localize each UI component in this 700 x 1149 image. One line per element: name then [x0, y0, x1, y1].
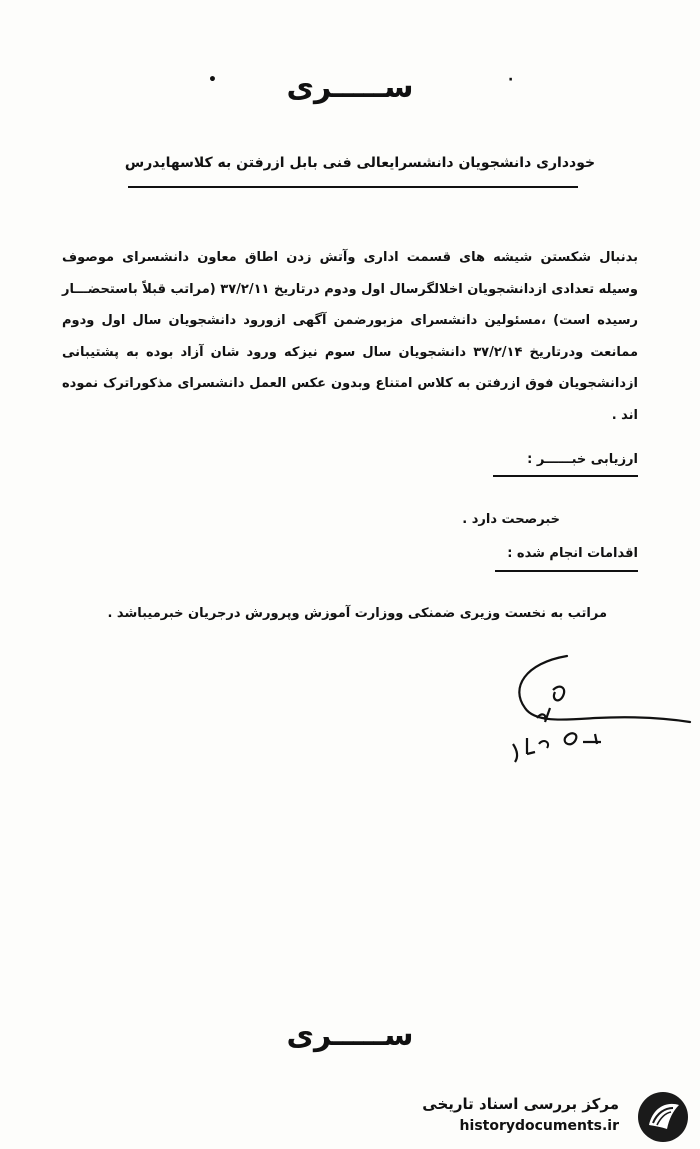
archive-title: مرکز بررسی اسناد تاریخی	[422, 1095, 619, 1113]
subject-underline	[128, 186, 578, 188]
archive-logo-icon	[635, 1089, 691, 1145]
ink-speck: •	[208, 72, 217, 88]
evaluation-heading: ارزیابی خبــــــر :	[527, 452, 638, 467]
archive-url: historydocuments.ir	[459, 1118, 619, 1134]
classification-footer: ســـــری	[286, 1018, 414, 1053]
document-subject: خودداری دانشجویان دانشسرایعالی فنی بابل ازرفتن به کلاسهایدرس	[124, 155, 596, 171]
document-body: بدنبال شکستن شیشه های قسمت اداری وآتش زدن اطاق معاون دانشسرای موصوف وسیله تعدادی ازدانشجویان اخلالگرسال اول ودوم درتاریخ ۳۷/۲/۱۱ (مراتب قبلاً باستحضـــار رسیده است) ،مسئولین دانشسرای مزبورضمن آگهی ازورود دانشجویان سال اول ودوم ممانعت ودرتاریخ ۳۷/۲/۱۴ دانشجویان سال سوم نیزکه ورود شان آزاد بوده به پشتیبانی ازدانشجویان فوق ازرفتن به کلاس امتناع وبدون عکس العمل دانشسرای مذکوراترک نموده اند .	[62, 250, 639, 423]
actions-heading: اقدامات انجام شده :	[507, 546, 638, 561]
classification-header: ســـــری	[286, 70, 414, 105]
ink-speck: ·	[508, 72, 514, 88]
actions-text: مراتب به نخست وزیری ضمنکی ووزارت آموزش وپرورش درجریان خبرمیباشد .	[107, 606, 607, 621]
evaluation-underline	[493, 475, 638, 477]
archive-watermark	[412, 1085, 697, 1145]
actions-underline	[495, 570, 638, 572]
evaluation-text: خبرصحت دارد .	[462, 512, 560, 527]
handwritten-signature	[505, 648, 695, 768]
